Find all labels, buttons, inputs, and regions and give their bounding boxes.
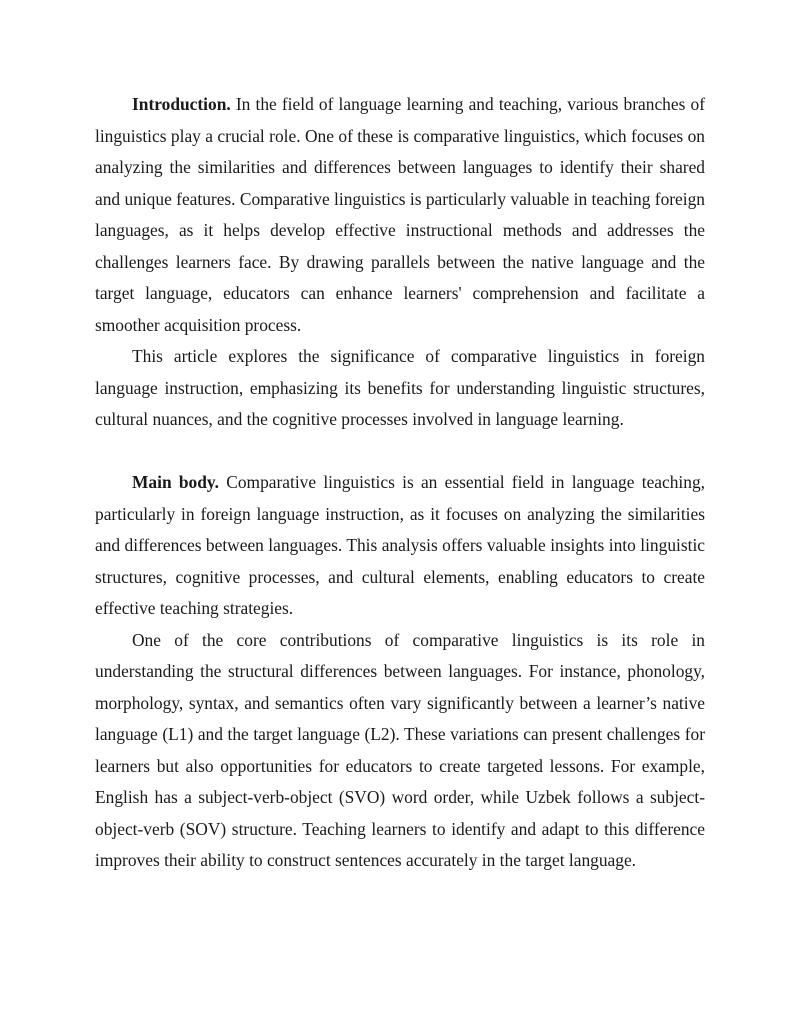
intro-paragraph-1-text: In the field of language learning and teaching, various branches of linguistics play a crucial role. One of these is comparative linguistics, which focuses on analyzing the similarities and differences between languages to identify their shared and unique features. Comparative linguistics is particularly valuable in teaching foreign languages, as it helps develop effective instructional methods and addresses the challenges learners face. By drawing parallels between the native language and the target language, educators can enhance learners' comprehension and facilitate a smoother acquisition process. <box>95 94 705 335</box>
document-page <box>95 89 705 877</box>
intro-heading: Introduction. <box>132 94 231 114</box>
main-body-heading: Main body. <box>132 472 219 492</box>
main-body-paragraph-1-text: Comparative linguistics is an essential field in language teaching, particularly in foreign language instruction, as it focuses on analyzing the similarities and differences between languages. This analysis offers valuable insights into linguistic structures, cognitive processes, and cultural elements, enabling educators to create effective teaching strategies. <box>95 472 705 618</box>
main-body-paragraph-2: One of the core contributions of comparative linguistics is its role in understanding the structural differences between languages. For instance, phonology, morphology, syntax, and semantics often vary significantly between a learner’s native language (L1) and the target language (L2). These variations can present challenges for learners but also opportunities for educators to create targeted lessons. For example, English has a subject-verb-object (SVO) word order, while Uzbek follows a subject-object-verb (SOV) structure. Teaching learners to identify and adapt to this difference improves their ability to construct sentences accurately in the target language. <box>95 629 705 870</box>
intro-paragraph-1 <box>95 89 705 341</box>
main-body-paragraph-1 <box>95 467 705 625</box>
section-spacer <box>95 436 705 468</box>
intro-paragraph-2: This article explores the significance of comparative linguistics in foreign language instruction, emphasizing its benefits for understanding linguistic structures, cultural nuances, and the cognitive processes involved in language learning. <box>95 346 705 429</box>
